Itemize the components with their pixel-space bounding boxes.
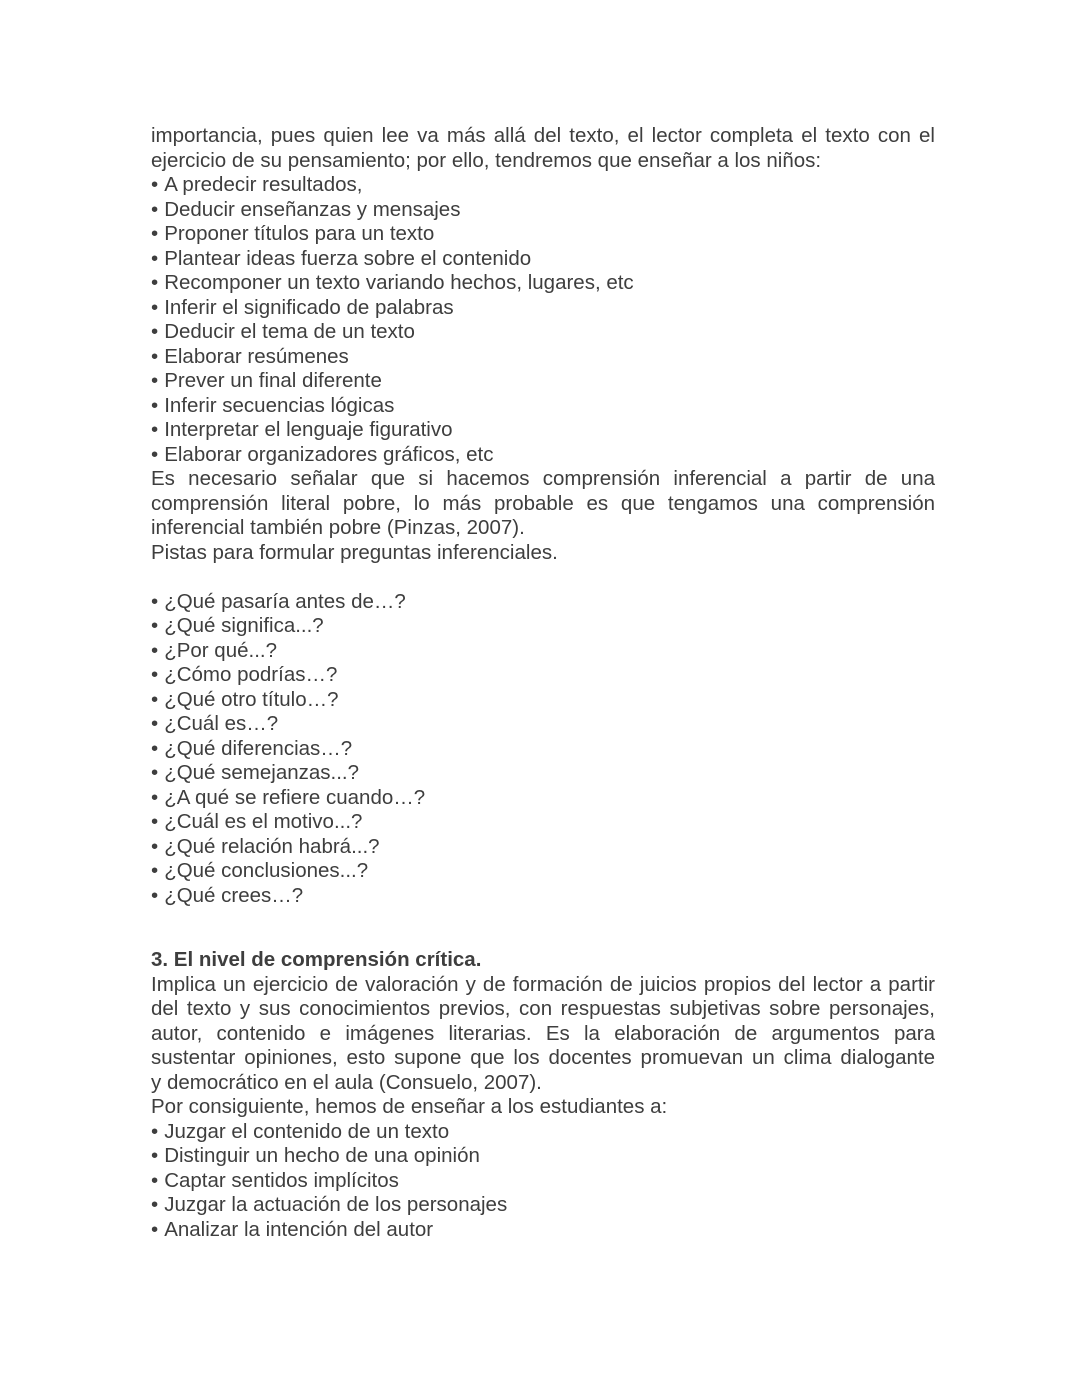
list-item bbox=[151, 394, 935, 419]
list-item bbox=[151, 345, 935, 370]
list-item-text: Interpretar el lenguaje figurativo bbox=[164, 418, 453, 441]
list-item-text: ¿Qué semejanzas...? bbox=[164, 761, 360, 784]
bullet-icon: • bbox=[151, 1217, 159, 1241]
paragraph-inferential-intro bbox=[151, 124, 935, 173]
bullet-icon: • bbox=[151, 393, 159, 417]
bullet-icon: • bbox=[151, 369, 159, 392]
list-item-text: ¿Qué diferencias…? bbox=[164, 736, 353, 760]
list-item bbox=[151, 1193, 935, 1218]
bullet-icon: • bbox=[151, 418, 159, 441]
bullet-icon: • bbox=[151, 222, 159, 245]
paragraph-line: autor, contenido e imágenes literarias. Es la elaboración de argumentos para bbox=[151, 1021, 935, 1045]
bullet-icon: • bbox=[151, 271, 159, 294]
bullet-icon: • bbox=[151, 785, 159, 809]
list-item-text: ¿Cómo podrías…? bbox=[164, 663, 338, 686]
hints-intro-line: Pistas para formular preguntas inferenciales. bbox=[151, 540, 558, 564]
list-item-text: Proponer títulos para un texto bbox=[164, 222, 435, 245]
list-item-text: ¿Qué relación habrá...? bbox=[164, 834, 380, 858]
list-item-text: Elaborar organizadores gráficos, etc bbox=[164, 442, 494, 466]
paragraph-line: inferencial también pobre (Pinzas, 2007). bbox=[151, 516, 525, 539]
list-item-text: ¿Qué otro título…? bbox=[164, 687, 339, 711]
bullet-icon: • bbox=[151, 663, 159, 686]
list-item bbox=[151, 614, 935, 639]
paragraph-line: importancia, pues quien lee va más allá del texto, el lector completa el texto con el bbox=[151, 124, 935, 147]
paragraph-line: comprensión literal pobre, lo más probable es que tengamos una comprensión bbox=[151, 491, 935, 515]
list-item-text: Analizar la intención del autor bbox=[164, 1217, 434, 1241]
list-item-text: ¿Qué pasaría antes de…? bbox=[164, 589, 406, 613]
list-item bbox=[151, 1120, 935, 1145]
list-item bbox=[151, 320, 935, 345]
bullet-icon: • bbox=[151, 810, 159, 833]
paragraph-line: del texto y sus conocimientos previos, con respuestas subjetivas sobre personajes, bbox=[151, 997, 935, 1020]
list-item-text: ¿Qué crees…? bbox=[164, 883, 304, 907]
list-item bbox=[151, 810, 935, 835]
list-item bbox=[151, 443, 935, 468]
paragraph-line: sustentar opiniones, esto supone que los docentes promuevan un clima dialogante bbox=[151, 1046, 935, 1069]
list-item bbox=[151, 296, 935, 321]
list-item-text: ¿Qué significa...? bbox=[164, 614, 324, 637]
bullet-icon: • bbox=[151, 1193, 159, 1216]
list-item bbox=[151, 1169, 935, 1194]
bullet-icon: • bbox=[151, 442, 159, 466]
list-item bbox=[151, 222, 935, 247]
list-item-text: Prever un final diferente bbox=[164, 369, 382, 392]
bullet-icon: • bbox=[151, 295, 159, 319]
list-item bbox=[151, 761, 935, 786]
bullet-icon: • bbox=[151, 246, 159, 270]
list-item bbox=[151, 712, 935, 737]
list-item-text: Inferir el significado de palabras bbox=[164, 295, 454, 319]
bullet-icon: • bbox=[151, 173, 159, 196]
list-item-text: ¿A qué se refiere cuando…? bbox=[164, 785, 426, 809]
list-item bbox=[151, 1218, 935, 1243]
list-item bbox=[151, 247, 935, 272]
bullet-icon: • bbox=[151, 712, 159, 735]
list-item-text: Elaborar resúmenes bbox=[164, 344, 349, 368]
list-item bbox=[151, 271, 935, 296]
document-content bbox=[151, 124, 935, 1242]
list-item bbox=[151, 1144, 935, 1169]
bullet-icon: • bbox=[151, 736, 159, 760]
list-item-text: Juzgar la actuación de los personajes bbox=[164, 1193, 508, 1216]
list-item bbox=[151, 688, 935, 713]
list-item bbox=[151, 859, 935, 884]
bullet-icon: • bbox=[151, 1144, 159, 1167]
paragraph-note-pinzas bbox=[151, 467, 935, 541]
list-item bbox=[151, 418, 935, 443]
list-item bbox=[151, 835, 935, 860]
bullet-list-inferential-questions bbox=[151, 590, 935, 909]
bullet-icon: • bbox=[151, 589, 159, 613]
bullet-icon: • bbox=[151, 614, 159, 637]
list-item-text: Deducir enseñanzas y mensajes bbox=[164, 197, 461, 221]
bullet-icon: • bbox=[151, 883, 159, 907]
teach-students-line: Por consiguiente, hemos de enseñar a los estudiantes a: bbox=[151, 1095, 668, 1118]
list-item-text: Captar sentidos implícitos bbox=[164, 1168, 399, 1192]
list-item bbox=[151, 590, 935, 615]
list-item-text: A predecir resultados, bbox=[164, 173, 363, 196]
list-item bbox=[151, 663, 935, 688]
list-item bbox=[151, 786, 935, 811]
list-item-text: Inferir secuencias lógicas bbox=[164, 393, 395, 417]
blank-line-spacer bbox=[151, 565, 935, 590]
paragraph-line: Implica un ejercicio de valoración y de formación de juicios propios del lector a partir bbox=[151, 972, 935, 996]
section-heading-critical-comprehension: 3. El nivel de comprensión crítica. bbox=[151, 948, 482, 971]
bullet-icon: • bbox=[151, 761, 159, 784]
bullet-icon: • bbox=[151, 859, 159, 882]
bullet-icon: • bbox=[151, 638, 159, 662]
list-item-text: ¿Por qué...? bbox=[164, 638, 277, 662]
list-item bbox=[151, 173, 935, 198]
list-item bbox=[151, 369, 935, 394]
paragraph-line: Es necesario señalar que si hacemos comprensión inferencial a partir de una bbox=[151, 467, 935, 490]
bullet-icon: • bbox=[151, 834, 159, 858]
list-item-text: ¿Qué conclusiones...? bbox=[164, 859, 369, 882]
list-item bbox=[151, 737, 935, 762]
bullet-icon: • bbox=[151, 320, 159, 343]
section-gap-spacer bbox=[151, 908, 935, 948]
paragraph-critical-body bbox=[151, 973, 935, 1096]
bullet-icon: • bbox=[151, 344, 159, 368]
bullet-icon: • bbox=[151, 1168, 159, 1192]
list-item-text: Deducir el tema de un texto bbox=[164, 320, 415, 343]
list-item-text: ¿Cuál es el motivo...? bbox=[164, 810, 363, 833]
paragraph-line: ejercicio de su pensamiento; por ello, tendremos que enseñar a los niños: bbox=[151, 148, 822, 172]
bullet-list-critical-skills bbox=[151, 1120, 935, 1243]
bullet-icon: • bbox=[151, 687, 159, 711]
bullet-list-inferential-skills bbox=[151, 173, 935, 467]
list-item-text: Plantear ideas fuerza sobre el contenido bbox=[164, 246, 532, 270]
list-item bbox=[151, 198, 935, 223]
bullet-icon: • bbox=[151, 197, 159, 221]
list-item bbox=[151, 639, 935, 664]
bullet-icon: • bbox=[151, 1119, 159, 1143]
list-item-text: ¿Cuál es…? bbox=[164, 712, 279, 735]
list-item bbox=[151, 884, 935, 909]
list-item-text: Recomponer un texto variando hechos, lugares, etc bbox=[164, 271, 634, 294]
paragraph-line: y democrático en el aula (Consuelo, 2007). bbox=[151, 1070, 542, 1094]
list-item-text: Juzgar el contenido de un texto bbox=[164, 1119, 450, 1143]
list-item-text: Distinguir un hecho de una opinión bbox=[164, 1144, 480, 1167]
